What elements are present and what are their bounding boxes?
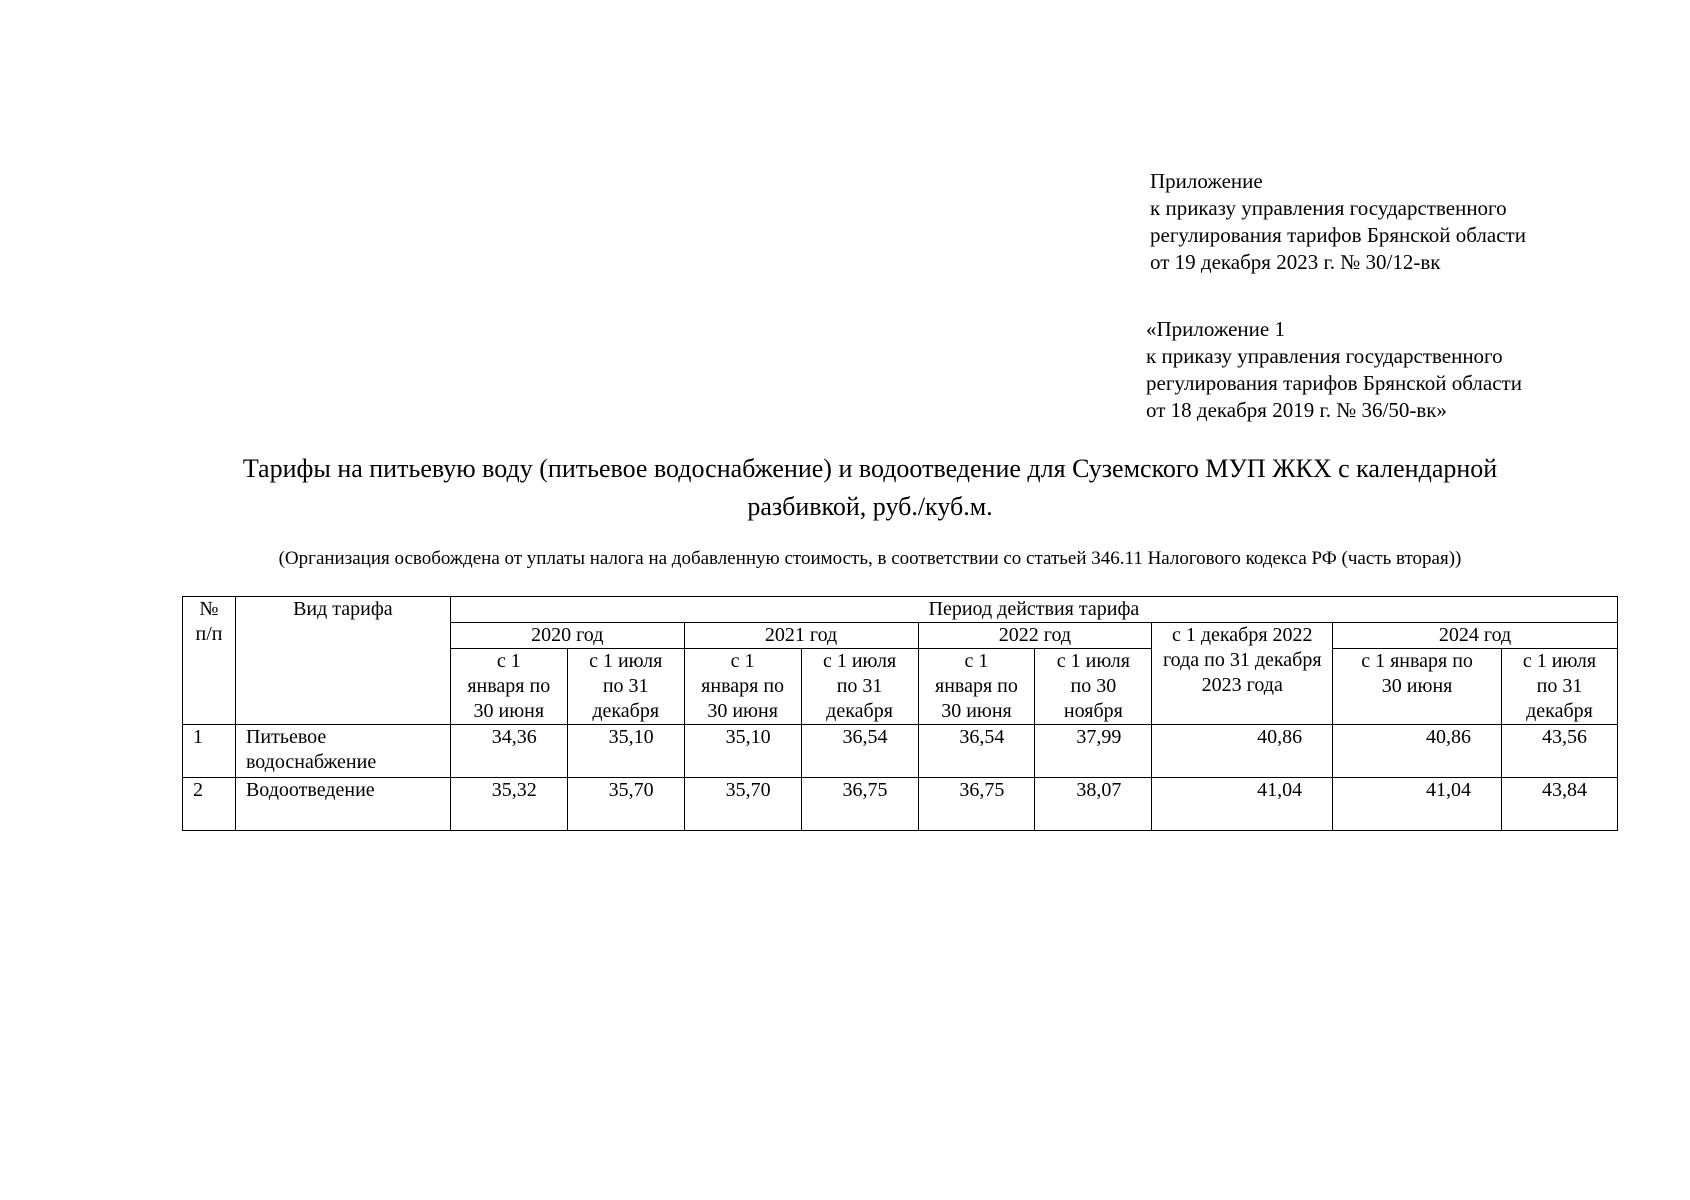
- row-value: 36,75: [801, 778, 918, 831]
- header-num: № п/п: [183, 597, 236, 725]
- header-year-2020: 2020 год: [450, 623, 684, 649]
- row-value: 35,70: [684, 778, 801, 831]
- tax-note: (Организация освобождена от уплаты налога на добавленную стоимость, в соответствии со статьей 346.11 Налогового кодекса РФ (часть вторая)): [278, 548, 1462, 569]
- document-title: [120, 450, 1620, 526]
- appendix-line: регулирования тарифов Брянской области: [1146, 371, 1522, 395]
- header-year-2021: 2021 год: [684, 623, 918, 649]
- table-row: [183, 725, 1618, 778]
- row-num: 2: [183, 778, 236, 831]
- appendix-line: от 19 декабря 2023 г. № 30/12-вк: [1150, 250, 1441, 274]
- title-line-2: разбивкой, руб./куб.м.: [747, 492, 993, 521]
- row-value: 43,84: [1501, 778, 1617, 831]
- row-value: 40,86: [1333, 725, 1502, 778]
- appendix-line: Приложение: [1150, 169, 1263, 193]
- row-value: 35,10: [684, 725, 801, 778]
- row-tariff-name: Водоотведение: [235, 778, 450, 831]
- appendix-line: регулирования тарифов Брянской области: [1150, 223, 1526, 247]
- appendix-block-current: [1150, 168, 1526, 276]
- header-dec2022-dec2023: с 1 декабря 2022 года по 31 декабря 2023 года: [1152, 623, 1333, 725]
- appendix-line: к приказу управления государственного: [1150, 196, 1507, 220]
- row-value: 35,10: [567, 725, 684, 778]
- appendix-line: от 18 декабря 2019 г. № 36/50-вк»: [1146, 398, 1447, 422]
- row-value: 36,54: [918, 725, 1035, 778]
- header-sub-2021-h1: с 1 января по 30 июня: [684, 649, 801, 725]
- table-row: [183, 778, 1618, 831]
- row-tariff-name: Питьевое водоснабжение: [235, 725, 450, 778]
- header-sub-2020-h1: с 1 января по 30 июня: [450, 649, 567, 725]
- header-row-1: [183, 597, 1618, 623]
- header-sub-2021-h2: с 1 июля по 31 декабря: [801, 649, 918, 725]
- header-tariff-type: Вид тарифа: [235, 597, 450, 725]
- row-value: 35,32: [450, 778, 567, 831]
- tariff-table: [182, 596, 1618, 831]
- row-value: 36,54: [801, 725, 918, 778]
- row-num: 1: [183, 725, 236, 778]
- appendix-line: «Приложение 1: [1146, 317, 1285, 341]
- appendix-block-original: [1146, 316, 1522, 424]
- header-year-2024: 2024 год: [1333, 623, 1618, 649]
- row-value: 38,07: [1035, 778, 1152, 831]
- row-value: 41,04: [1333, 778, 1502, 831]
- title-line-1: Тарифы на питьевую воду (питьевое водоснабжение) и водоотведение для Суземского МУП ЖКХ с календарной: [242, 454, 1498, 483]
- row-value: 41,04: [1152, 778, 1333, 831]
- row-value: 34,36: [450, 725, 567, 778]
- row-value: 40,86: [1152, 725, 1333, 778]
- row-value: 35,70: [567, 778, 684, 831]
- header-period: Период действия тарифа: [450, 597, 1617, 623]
- row-value: 36,75: [918, 778, 1035, 831]
- row-value: 43,56: [1501, 725, 1617, 778]
- header-sub-2022-h1: с 1 января по 30 июня: [918, 649, 1035, 725]
- header-sub-2020-h2: с 1 июля по 31 декабря: [567, 649, 684, 725]
- header-sub-2022-h2: с 1 июля по 30 ноября: [1035, 649, 1152, 725]
- header-year-2022: 2022 год: [918, 623, 1152, 649]
- row-value: 37,99: [1035, 725, 1152, 778]
- appendix-line: к приказу управления государственного: [1146, 344, 1503, 368]
- header-sub-2024-h2: с 1 июля по 31 декабря: [1501, 649, 1617, 725]
- header-sub-2024-h1: с 1 января по 30 июня: [1333, 649, 1502, 725]
